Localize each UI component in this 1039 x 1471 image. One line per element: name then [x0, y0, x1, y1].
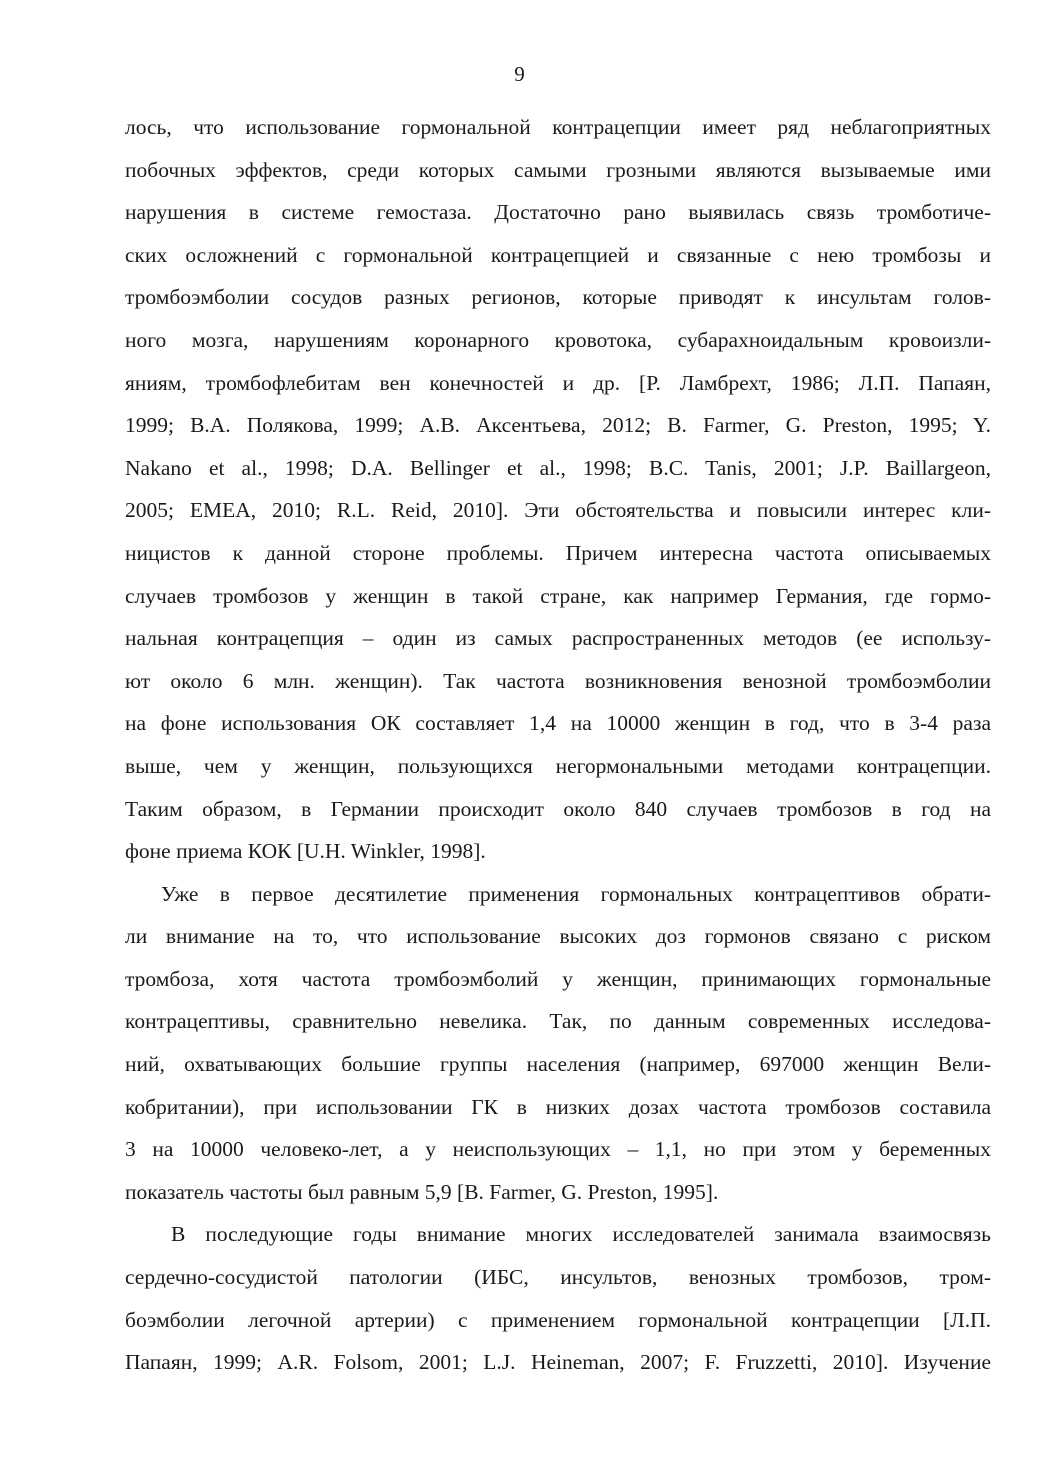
text-line: ли внимание на то, что использование высоких доз гормонов связано с риском	[125, 924, 991, 949]
text-line: сердечно-сосудистой патологии (ИБС, инсультов, венозных тромбозов, тром-	[125, 1265, 991, 1290]
text-line: боэмболии легочной артерии) с применением гормональной контрацепции [Л.П.	[125, 1307, 991, 1332]
text-line: В последующие годы внимание многих исследователей занимала взаимосвязь	[171, 1222, 991, 1247]
text-line: ских осложнений с гормональной контрацепцией и связанные с нею тромбозы и	[125, 242, 991, 267]
text-line: тромбоэмболии сосудов разных регионов, которые приводят к инсультам голов-	[125, 285, 991, 310]
document-body	[125, 106, 991, 1384]
text-line: нальная контрацепция – один из самых распространенных методов (ее использу-	[125, 626, 991, 651]
text-line: на фоне использования ОК составляет 1,4 на 10000 женщин в год, что в 3-4 раза	[125, 711, 991, 736]
text-line: выше, чем у женщин, пользующихся негормональными методами контрацепции.	[125, 753, 991, 778]
text-line: Папаян, 1999; A.R. Folsom, 2001; L.J. Heineman, 2007; F. Fruzzetti, 2010]. Изучение	[125, 1350, 991, 1375]
text-line: Таким образом, в Германии происходит около 840 случаев тромбозов в год на	[125, 796, 991, 821]
text-line: фоне приема КОК [U.H. Winkler, 1998].	[125, 839, 486, 864]
text-line: ного мозга, нарушениям коронарного кровотока, субарахноидальным кровоизли-	[125, 327, 991, 352]
text-line: лось, что использование гормональной контрацепции имеет ряд неблагоприятных	[125, 115, 991, 139]
paragraph-3	[125, 1213, 991, 1383]
text-line: случаев тромбозов у женщин в такой стране, как например Германия, где гормо-	[125, 583, 991, 608]
text-line: ний, охватывающих большие группы населения (например, 697000 женщин Вели-	[125, 1052, 991, 1077]
text-line: контрацептивы, сравнительно невелика. Так, по данным современных исследова-	[125, 1009, 991, 1034]
text-line: нарушения в системе гемостаза. Достаточно рано выявилась связь тромботиче-	[125, 200, 991, 225]
text-line: 1999; В.А. Полякова, 1999; А.В. Аксентьева, 2012; B. Farmer, G. Preston, 1995; Y.	[125, 413, 991, 438]
page-number: 9	[514, 62, 525, 86]
text-line: ницистов к данной стороне проблемы. Причем интересна частота описываемых	[125, 540, 991, 565]
text-line: 3 на 10000 человеко-лет, а у неиспользующих – 1,1, но при этом у беременных	[125, 1137, 991, 1162]
text-line: Уже в первое десятилетие применения гормональных контрацептивов обрати-	[161, 881, 991, 906]
text-line: кобритании), при использовании ГК в низких дозах частота тромбозов составила	[125, 1094, 991, 1119]
text-line: Nakano et al., 1998; D.A. Bellinger et al., 1998; B.C. Tanis, 2001; J.P. Baillargeon,	[125, 455, 991, 480]
text-line: ют около 6 млн. женщин). Так частота возникновения венозной тромбоэмболии	[125, 668, 991, 693]
text-line: тромбоза, хотя частота тромбоэмболий у женщин, принимающих гормональные	[125, 966, 991, 991]
paragraph-1	[125, 106, 991, 873]
paragraph-2	[125, 873, 991, 1214]
text-line: показатель частоты был равным 5,9 [B. Farmer, G. Preston, 1995].	[125, 1179, 719, 1204]
text-line: побочных эффектов, среди которых самыми грозными являются вызываемые ими	[125, 157, 991, 182]
text-line: яниям, тромбофлебитам вен конечностей и др. [Р. Ламбрехт, 1986; Л.П. Папаян,	[125, 370, 991, 395]
text-line: 2005; EMEA, 2010; R.L. Reid, 2010]. Эти обстоятельства и повысили интерес кли-	[125, 498, 991, 523]
